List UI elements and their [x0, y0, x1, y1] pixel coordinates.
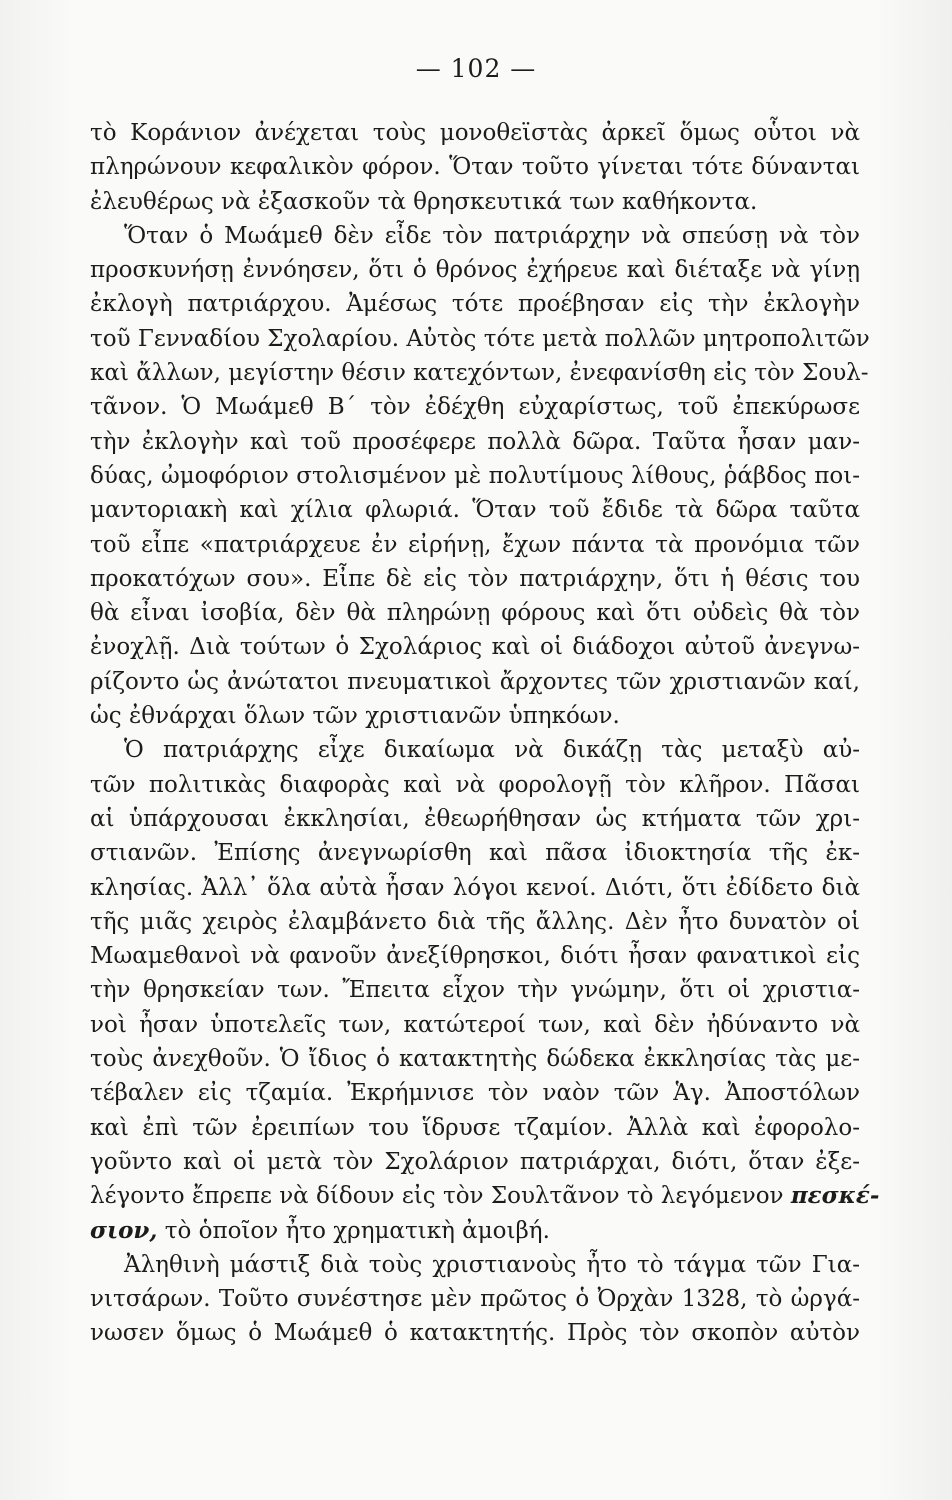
- text-line: [90, 493, 860, 527]
- text-line-content: πληρώνουν κεφαλικὸν φόρον. Ὅταν τοῦτο γίνεται τότε δύνανται: [90, 154, 860, 181]
- text-line-content: τοῦ Γενναδίου Σχολαρίου. Αὐτὸς τότε μετὰ πολλῶν μητροπολιτῶν: [90, 325, 870, 352]
- text-line: [90, 219, 860, 253]
- text-line-content: τῆς μιᾶς χειρὸς ἐλαμβάνετο διὰ τῆς ἄλλης. Δὲν ἦτο δυνατὸν οἱ: [90, 908, 860, 935]
- text-line: [90, 322, 870, 356]
- text-line: [90, 1145, 860, 1179]
- text-line: [90, 425, 860, 459]
- text-line-content: τὴν θρησκείαν των. Ἔπειτα εἶχον τὴν γνώμην, ὅτι οἱ χριστια-: [90, 977, 860, 1004]
- text-line-content: Μωαμεθανοὶ νὰ φανοῦν ἀνεξίθρησκοι, διότι ἦσαν φανατικοὶ εἰς: [90, 943, 860, 970]
- text-line-content: τοῦ εἶπε «πατριάρχευε ἐν εἰρήνῃ, ἔχων πάντα τὰ προνόμια τῶν: [90, 531, 860, 558]
- text-line-content: τοὺς ἀνεχθοῦν. Ὁ ἴδιος ὁ κατακτητὴς δώδεκα ἐκκλησίας τὰς με-: [90, 1046, 860, 1073]
- text-line: [90, 1179, 880, 1213]
- text-line-content: λέγοντο ἔπρεπε νὰ δίδουν εἰς τὸν Σουλτᾶνον τὸ λεγόμενον: [90, 1183, 784, 1210]
- text-line-content: τῶν πολιτικὰς διαφορὰς καὶ νὰ φορολογῇ τὸν κλῆρον. Πᾶσαι: [90, 771, 860, 798]
- text-line-content: προκατόχων σου». Εἶπε δὲ εἰς τὸν πατριάρχην, ὅτι ἡ θέσις του: [90, 565, 860, 592]
- text-line: [90, 905, 860, 939]
- text-line: [90, 562, 860, 596]
- page-number: — 102 —: [415, 54, 537, 83]
- text-line-content: Ὁ πατριάρχης εἶχε δικαίωμα νὰ δικάζῃ τὰς μεταξὺ αὐ-: [124, 737, 860, 764]
- text-line-content: νοὶ ἦσαν ὑποτελεῖς των, κατώτεροί των, καὶ δὲν ἠδύναντο νὰ: [90, 1011, 860, 1038]
- text-line: [90, 287, 860, 321]
- text-line: [90, 802, 860, 836]
- text-line: [90, 733, 860, 767]
- text-line: [90, 1282, 860, 1316]
- text-line-content: τᾶνον. Ὁ Μωάμεθ Β΄ τὸν ἐδέχθη εὐχαρίστως, τοῦ ἐπεκύρωσε: [90, 394, 860, 421]
- text-line-content: καὶ ἄλλων, μεγίστην θέσιν κατεχόντων, ἐνεφανίσθη εἰς τὸν Σουλ-: [90, 360, 869, 387]
- text-line-content: γοῦντο καὶ οἱ μετὰ τὸν Σχολάριον πατριάρχαι, διότι, ὅταν ἐξε-: [90, 1148, 860, 1175]
- text-line-content: ἐκλογὴ πατριάρχου. Ἀμέσως τότε προέβησαν εἰς τὴν ἐκλογὴν: [90, 291, 860, 318]
- text-line: [90, 973, 860, 1007]
- text-line: [90, 116, 860, 150]
- text-line-content: νιτσάρων. Τοῦτο συνέστησε μὲν πρῶτος ὁ Ὀρχὰν 1328, τὸ ὠργά-: [90, 1286, 860, 1313]
- text-line: [90, 1076, 860, 1110]
- emphasized-term: σιον,: [90, 1216, 158, 1244]
- text-line: [90, 1316, 860, 1350]
- text-line: [90, 253, 860, 287]
- text-line-content: Ὅταν ὁ Μωάμεθ δὲν εἶδε τὸν πατριάρχην νὰ σπεύσῃ νὰ τὸν: [124, 222, 860, 249]
- text-line: [90, 356, 869, 390]
- text-line: [90, 459, 860, 493]
- text-line: [90, 1008, 860, 1042]
- text-line-content: δύας, ὠμοφόριον στολισμένον μὲ πολυτίμους λίθους, ῥάβδος ποι-: [90, 462, 860, 489]
- text-line: [90, 1111, 860, 1145]
- text-line: [90, 390, 860, 424]
- text-line-content: κλησίας. Ἀλλ᾽ ὅλα αὐτὰ ἦσαν λόγοι κενοί. Διότι, ὅτι ἐδίδετο διὰ: [90, 874, 860, 901]
- body-text: [90, 116, 880, 1351]
- text-line: [90, 768, 860, 802]
- text-line: [90, 528, 860, 562]
- text-line: [90, 630, 860, 664]
- text-line: [90, 596, 860, 630]
- text-line: [90, 1042, 860, 1076]
- text-line: [90, 836, 860, 870]
- text-line: [90, 871, 860, 905]
- text-line-content: στιανῶν. Ἐπίσης ἀνεγνωρίσθη καὶ πᾶσα ἰδιοκτησία τῆς ἐκ-: [90, 840, 860, 867]
- text-line-content: καὶ ἐπὶ τῶν ἐρειπίων του ἵδρυσε τζαμίον. Ἀλλὰ καὶ ἐφορολο-: [90, 1114, 860, 1141]
- text-line-content: νωσεν ὅμως ὁ Μωάμεθ ὁ κατακτητής. Πρὸς τὸν σκοπὸν αὐτὸν: [90, 1320, 860, 1347]
- emphasized-term: πεσκέ-: [790, 1182, 880, 1210]
- text-line-content: ἐλευθέρως νὰ ἐξασκοῦν τὰ θρησκευτικά των καθήκοντα.: [90, 188, 758, 215]
- text-line: [90, 939, 860, 973]
- text-line-content: τὸ Κοράνιον ἀνέχεται τοὺς μονοθεϊστὰς ἀρκεῖ ὅμως οὗτοι νὰ: [90, 120, 860, 146]
- text-line-content: μαντοριακὴ καὶ χίλια φλωριά. Ὅταν τοῦ ἔδιδε τὰ δῶρα ταῦτα: [90, 497, 860, 524]
- text-line: [90, 1214, 860, 1248]
- text-line-content: θὰ εἶναι ἰσοβία, δὲν θὰ πληρώνῃ φόρους καὶ ὅτι οὐδεὶς θὰ τὸν: [90, 600, 860, 627]
- text-line-content: ρίζοντο ὡς ἀνώτατοι πνευματικοὶ ἄρχοντες τῶν χριστιανῶν καί,: [90, 668, 860, 695]
- text-line-content: τέβαλεν εἰς τζαμία. Ἐκρήμνισε τὸν ναὸν τῶν Ἁγ. Ἀποστόλων: [90, 1080, 860, 1107]
- text-line: [90, 185, 860, 219]
- text-line-content: αἱ ὑπάρχουσαι ἐκκλησίαι, ἐθεωρήθησαν ὡς κτήματα τῶν χρι-: [90, 805, 860, 832]
- text-line-content: Ἀληθινὴ μάστιξ διὰ τοὺς χριστιανοὺς ἦτο τὸ τάγμα τῶν Για-: [124, 1251, 860, 1278]
- text-line-content: τὴν ἐκλογὴν καὶ τοῦ προσέφερε πολλὰ δῶρα. Ταῦτα ἦσαν μαν-: [90, 428, 860, 455]
- text-line: [90, 1248, 860, 1282]
- text-line: [90, 665, 860, 699]
- text-line-content: ὡς ἐθνάρχαι ὅλων τῶν χριστιανῶν ὑπηκόων.: [90, 703, 620, 730]
- text-line-content: τὸ ὁποῖον ἦτο χρηματικὴ ἀμοιβή.: [164, 1217, 550, 1244]
- text-line: [90, 150, 860, 184]
- text-line-content: ἐνοχλῇ. Διὰ τούτων ὁ Σχολάριος καὶ οἱ διάδοχοι αὐτοῦ ἀνεγνω-: [90, 634, 860, 661]
- text-line-content: προσκυνήσῃ ἐννόησεν, ὅτι ὁ θρόνος ἐχήρευε καὶ διέταξε νὰ γίνῃ: [90, 257, 860, 284]
- text-line: [90, 699, 860, 733]
